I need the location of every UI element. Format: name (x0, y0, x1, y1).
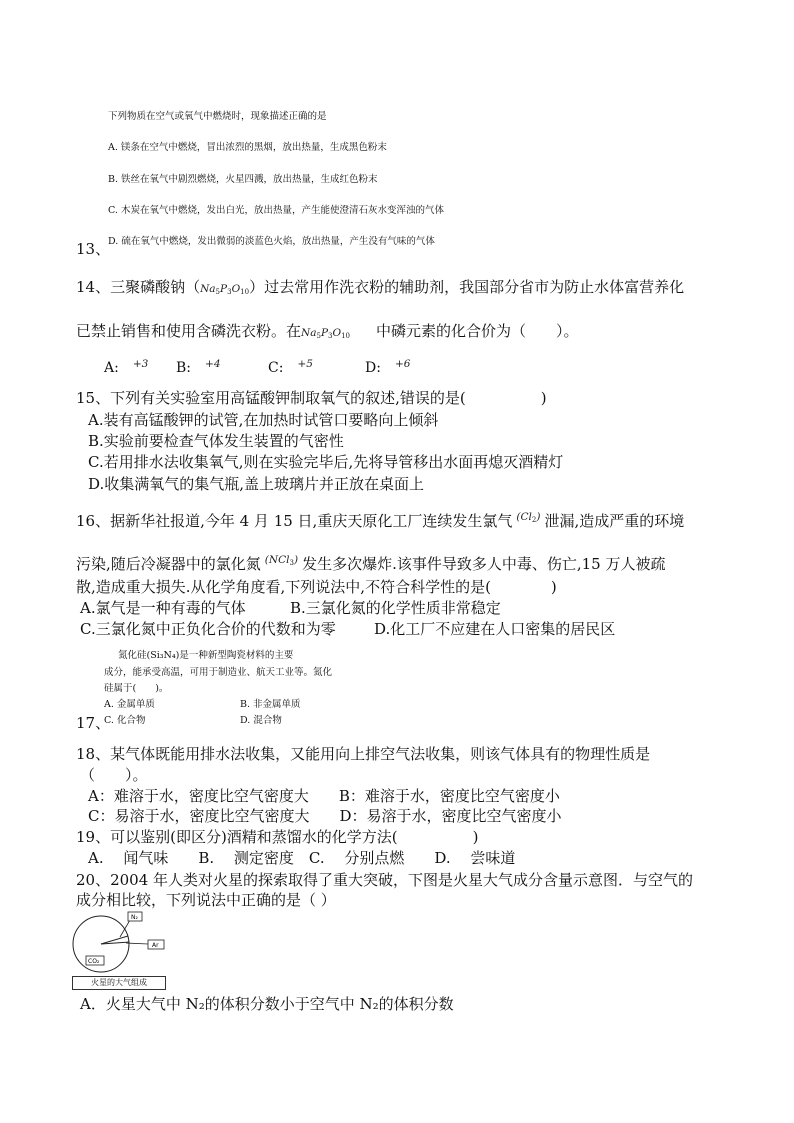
q18-options-row2: C：易溶于水，密度比空气密度大 D：易溶于水，密度比空气密度小 (88, 807, 562, 825)
q17-option-b: B. 非金属单质 (240, 699, 301, 710)
co2-label: CO₂ (88, 958, 100, 965)
q17-stem-line3: 硅属于( )。 (104, 683, 169, 694)
mars-atmosphere-svg (70, 906, 170, 978)
q14-line2 (76, 320, 579, 341)
q16-option-b: B.三氯化氮的化学性质非常稳定 (290, 599, 501, 617)
n2-label: N₂ (131, 914, 138, 921)
q16-formula-cl2: (Cl2) (516, 511, 541, 524)
q17-number: 17、 (76, 714, 111, 732)
q16-option-a: A.氯气是一种有毒的气体 (80, 599, 246, 617)
q16-option-c: C.三氯化氮中正负化合价的代数和为零 (80, 620, 336, 638)
q18-line2: （ ）。 (80, 766, 148, 784)
q17-option-a: A. 金属单质 (104, 699, 155, 710)
q16-line2: 污染,随后冷凝器中的氯化氮 $^{(NCl_3)}$ 发生多次爆炸.该事件导致多人中毒、伤亡,15 万人被疏 (76, 554, 666, 573)
q20-line2: 成分相比较，下列说法中正确的是（ ） (76, 891, 336, 909)
q15-option-c: C.若用排水法收集氧气,则在实验完毕后,先将导管移出水面再熄灭酒精灯 (88, 453, 564, 471)
q16-line1: 16、据新华社报道,今年 4 月 15 日,重庆天原化工厂连续发生氯气 $^{(Cl_2)}$ 泄漏,造成严重的环境 (76, 511, 685, 530)
q15-option-d: D.收集满氧气的集气瓶,盖上玻璃片并正放在桌面上 (88, 475, 425, 493)
q14-line2-a: 已禁止销售和使用含磷洗衣粉。在 (76, 322, 302, 340)
q13-number: 13、 (76, 240, 111, 258)
q14-option-c: C: $^{+5}$ (268, 358, 313, 376)
q17-option-c: C. 化合物 (104, 715, 146, 726)
q13-option-d: D. 硫在氧气中燃烧，发出微弱的淡蓝色火焰，放出热量，产生没有气味的气体 (108, 236, 435, 247)
q14-option-a: A: $^{+3}$ (104, 358, 149, 376)
q17-option-d: D. 混合物 (240, 715, 282, 726)
q14-option-d: D: $^{+6}$ (365, 358, 411, 376)
n2-leader-line (120, 920, 130, 937)
q15-option-a: A.装有高锰酸钾的试管,在加热时试管口要略向上倾斜 (88, 411, 439, 429)
q18-options-row1: A：难溶于水，密度比空气密度大 B：难溶于水，密度比空气密度小 (88, 787, 560, 805)
q19-options: A. 闻气味 B. 测定密度 C. 分别点燃 D. 尝味道 (88, 849, 516, 867)
mars-chart-caption: 火星的大气组成 (72, 976, 166, 990)
q16-formula-ncl3: (NCl3) (264, 554, 299, 567)
q20-option-a: A．火星大气中 N₂的体积分数小于空气中 N₂的体积分数 (80, 995, 454, 1013)
q14-line1-a: 14、三聚磷酸钠（ (76, 278, 201, 296)
q17-stem-line2: 成分，能承受高温，可用于制造业、航天工业等。氮化 (104, 667, 333, 678)
q16-option-d: D.化工厂不应建在人口密集的居民区 (374, 620, 616, 638)
q18-line1: 18、某气体既能用排水法收集，又能用向上排空气法收集，则该气体具有的物理性质是 (76, 745, 651, 763)
q15-stem: 15、下列有关实验室用高锰酸钾制取氧气的叙述,错误的是( ) (76, 389, 547, 407)
q13-stem: 下列物质在空气或氧气中燃烧时，现象描述正确的是 (108, 111, 327, 122)
q14-line1 (76, 276, 684, 297)
q15-option-b: B.实验前要检查气体发生装置的气密性 (88, 432, 344, 450)
q17-stem-line1: 氮化硅(Si₃N₄)是一种新型陶瓷材料的主要 (118, 650, 294, 661)
q14-line1-b: ）过去常用作洗衣粉的辅助剂，我国部分省市为防止水体富营养化 (249, 278, 685, 296)
q16-line3: 散,造成重大损失.从化学角度看,下列说法中,不符合科学性的是( ) (76, 578, 557, 596)
q14-formula-2: $Na_5P_3O_{10}$ (301, 327, 351, 340)
q14-line2-b: 中磷元素的化合价为（ ）。 (376, 322, 579, 340)
ar-label: Ar (152, 942, 159, 949)
q13-option-b: B. 铁丝在氧气中剧烈燃烧，火星四溅，放出热量，生成红色粉末 (108, 174, 378, 185)
q13-option-a: A. 镁条在空气中燃烧，冒出浓烈的黑烟，放出热量，生成黑色粉末 (108, 142, 387, 153)
q14-formula: $Na_5P_3O_{10}$ (200, 283, 250, 296)
q20-line1: 20、2004 年人类对火星的探索取得了重大突破，下图是火星大气成分含量示意图．与空气的 (76, 871, 694, 889)
q13-option-c: C. 木炭在氧气中燃烧，发出白光，放出热量，产生能使澄清石灰水变浑浊的气体 (108, 205, 444, 216)
q14-option-b: B: $^{+4}$ (176, 358, 221, 376)
q19-stem: 19、可以鉴别(即区分)酒精和蒸馏水的化学方法( ) (76, 828, 479, 846)
